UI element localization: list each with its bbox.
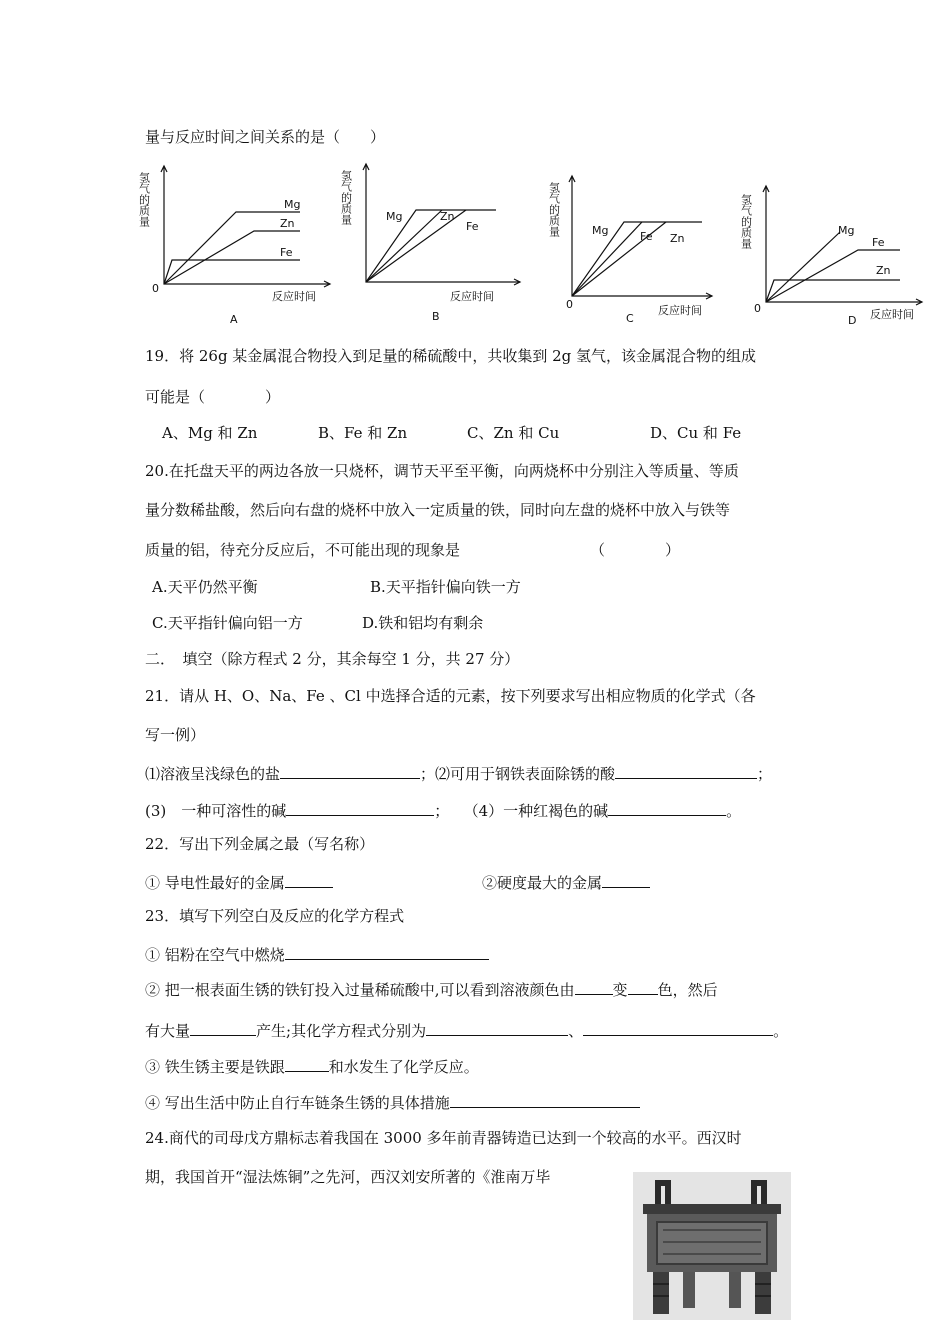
graph-c-xlabel: 反应时间 <box>658 304 702 317</box>
q21-blank-2[interactable] <box>615 762 757 779</box>
graph-b-ylabel: 氢气的质量 <box>339 170 353 225</box>
q21-p2-end: ； <box>757 765 773 783</box>
q20-option-a: A.天平仍然平衡 <box>152 578 258 596</box>
q23-blank-8[interactable] <box>450 1091 640 1108</box>
q21-line1: 21．请从 H、O、Na、Fe 、Cl 中选择合适的元素，按下列要求写出相应物质的化学式（各 <box>145 687 756 705</box>
q21-row2 <box>145 799 741 821</box>
q23-blank-2[interactable] <box>575 978 613 995</box>
graph-b-label-3: Fe <box>466 220 479 233</box>
q23-row1 <box>145 943 489 965</box>
q22-row2 <box>482 871 650 893</box>
q19-option-c: C、Zn 和 Cu <box>467 424 560 442</box>
graph-c-label-1: Mg <box>592 224 609 237</box>
q20-option-c: C.天平指针偏向铝一方 <box>152 614 303 632</box>
graph-c <box>547 172 750 330</box>
graph-b-letter: B <box>432 310 440 323</box>
q22-p1: ① 导电性最好的金属 <box>145 874 285 892</box>
q22-p2: ②硬度最大的金属 <box>482 874 603 892</box>
graph-b-label-1: Mg <box>386 210 403 223</box>
q23-p2d: 有大量 <box>145 1022 191 1040</box>
graph-c-label-2: Fe <box>640 230 653 243</box>
graph-d-origin: 0 <box>754 302 761 315</box>
q23-p3a: ③ 铁生锈主要是铁跟 <box>145 1058 285 1076</box>
q19-line1: 19．将 26g 某金属混合物投入到足量的稀硫酸中，共收集到 2g 氢气，该金属混合物的组成 <box>145 347 756 365</box>
q23-row2 <box>145 978 718 1000</box>
graph-a-xlabel: 反应时间 <box>272 290 316 303</box>
q23-row4 <box>145 1055 479 1077</box>
q21-p2: ⑵可用于钢铁表面除锈的酸 <box>435 765 616 783</box>
graph-d-axes <box>766 186 922 302</box>
section-2-heading: 二． 填空（除方程式 2 分，其余每空 1 分，共 27 分） <box>145 650 520 668</box>
graph-d <box>739 184 942 329</box>
q23-blank-5[interactable] <box>426 1019 568 1036</box>
q23-p2f: 、 <box>568 1022 584 1040</box>
q23-p4: ④ 写出生活中防止自行车链条生锈的具体措施 <box>145 1094 450 1112</box>
q19-line2: 可能是（ ） <box>145 388 281 406</box>
q23-p2b: 变 <box>612 981 628 999</box>
q21-row1 <box>145 762 772 784</box>
graph-d-label-1: Mg <box>838 224 855 237</box>
q24-line1: 24.商代的司母戊方鼎标志着我国在 3000 多年前青器铸造已达到一个较高的水平。西汉时 <box>145 1129 742 1147</box>
graph-c-ylabel: 氢气的质量 <box>547 182 561 237</box>
q23-line1: 23．填写下列空白及反应的化学方程式 <box>145 907 405 925</box>
intro-line: 量与反应时间之间关系的是（ ） <box>145 128 386 146</box>
graph-c-origin: 0 <box>566 298 573 311</box>
graph-a-ylabel: 氢气的质量 <box>137 172 151 227</box>
q21-blank-3[interactable] <box>286 799 434 816</box>
graph-a <box>137 158 340 328</box>
q23-row3 <box>145 1019 788 1041</box>
q21-p4: （4）一种红褐色的碱 <box>463 802 609 820</box>
q21-p4-end: 。 <box>726 802 742 820</box>
q24-line2: 期，我国首开“湿法炼铜”之先河，西汉刘安所著的《淮南万毕 <box>145 1168 551 1186</box>
q23-blank-1[interactable] <box>285 943 489 960</box>
q23-blank-4[interactable] <box>190 1019 256 1036</box>
q19-option-a: A、Mg 和 Zn <box>162 424 258 442</box>
q23-blank-6[interactable] <box>583 1019 773 1036</box>
q23-p2c: 色，然后 <box>657 981 718 999</box>
graph-b-axes <box>366 164 520 282</box>
q23-blank-7[interactable] <box>285 1055 329 1072</box>
graph-d-label-3: Zn <box>876 264 891 277</box>
q23-p2g: 。 <box>773 1022 789 1040</box>
ding-photo <box>633 1172 791 1320</box>
graph-a-letter: A <box>230 313 238 326</box>
q20-line3-paren: （ ） <box>590 541 681 559</box>
q20-option-d: D.铁和铝均有剩余 <box>362 614 484 632</box>
q21-p1-end: ； <box>420 765 436 783</box>
q21-blank-1[interactable] <box>280 762 420 779</box>
q21-p3-end: ； <box>434 802 450 820</box>
q23-row5 <box>145 1091 640 1113</box>
q19-option-d: D、Cu 和 Fe <box>650 424 742 442</box>
q23-p2e: 产生;其化学方程式分别为 <box>256 1022 427 1040</box>
q22-blank-2[interactable] <box>602 871 650 888</box>
graph-d-ylabel: 氢气的质量 <box>739 194 753 249</box>
q21-p3: (3) 一种可溶性的碱 <box>145 802 287 820</box>
graph-d-xlabel: 反应时间 <box>870 308 914 321</box>
q23-blank-3[interactable] <box>628 978 658 995</box>
graph-a-label-2: Zn <box>280 217 295 230</box>
graph-a-axes <box>164 166 330 284</box>
q23-p1: ① 铝粉在空气中燃烧 <box>145 946 285 964</box>
q22-line1: 22．写出下列金属之最（写名称） <box>145 835 375 853</box>
q20-option-b: B.天平指针偏向铁一方 <box>370 578 521 596</box>
ding-illustration <box>633 1172 791 1320</box>
graph-d-letter: D <box>848 314 857 327</box>
graph-c-letter: C <box>626 312 634 325</box>
q22-row1 <box>145 871 333 893</box>
graph-c-label-3: Zn <box>670 232 685 245</box>
q19-option-b: B、Fe 和 Zn <box>318 424 408 442</box>
graph-a-origin: 0 <box>152 282 159 295</box>
graph-d-label-2: Fe <box>872 236 885 249</box>
q23-p2a: ② 把一根表面生锈的铁钉投入过量稀硫酸中,可以看到溶液颜色由 <box>145 981 575 999</box>
graph-b-label-2: Zn <box>440 210 455 223</box>
q20-line2: 量分数稀盐酸，然后向右盘的烧杯中放入一定质量的铁，同时向左盘的烧杯中放入与铁等 <box>145 501 731 519</box>
graph-b <box>339 160 542 325</box>
q21-p1: ⑴溶液呈浅绿色的盐 <box>145 765 281 783</box>
q22-blank-1[interactable] <box>285 871 333 888</box>
q21-line2: 写一例） <box>145 726 206 744</box>
graph-a-label-3: Fe <box>280 246 293 259</box>
graph-b-line-zn <box>366 210 442 282</box>
q23-p3b: 和水发生了化学反应。 <box>328 1058 479 1076</box>
graph-a-label-1: Mg <box>284 198 301 211</box>
graph-b-xlabel: 反应时间 <box>450 290 494 303</box>
q20-line1: 20.在托盘天平的两边各放一只烧杯，调节天平至平衡，向两烧杯中分别注入等质量、等质 <box>145 462 739 480</box>
q21-blank-4[interactable] <box>608 799 726 816</box>
q20-line3: 质量的铝，待充分反应后，不可能出现的现象是 <box>145 541 461 559</box>
